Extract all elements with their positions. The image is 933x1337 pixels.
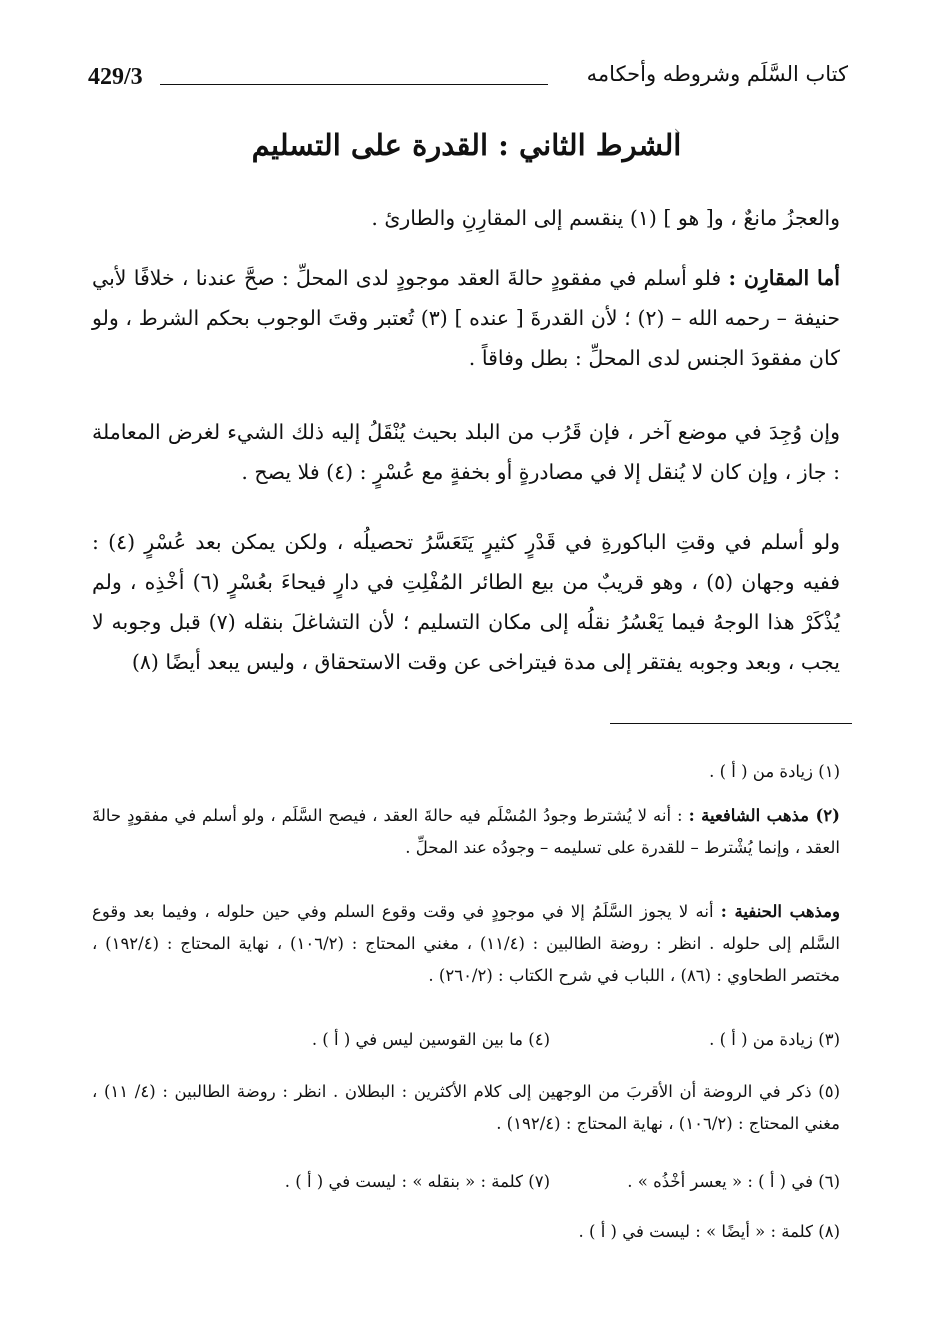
footnote-5	[92, 1076, 840, 1140]
footnote-6: (٦) في ( أ ) : « يعسر أخْذُه » .	[627, 1172, 840, 1191]
header-rule	[160, 84, 548, 85]
paragraph-text: والعجزُ مانعٌ ، و[ هو ] (١) ينقسم إلى المقارِنِ والطارئ .	[371, 206, 840, 230]
footnote-separator	[610, 723, 852, 724]
footnote-text: : أنه لا يُشترط وجودُ المُسْلَم فيه حالةَ العقد ، فيصح السَّلَم ، ولو أسلم في مفقودٍ حالةَ العقد ، وإنما يُشْترط – للقدرة على تسليمه – وجودُه عند المحلِّ .	[92, 806, 840, 857]
footnotes-6-7	[92, 1166, 840, 1198]
paragraph-text: فلو أسلم في مفقودٍ حالةَ العقد موجودٍ لدى المحلِّ : صحَّ عندنا ، خلافًا لأبي حنيفة – رحمه الله – (٢) ؛ لأن القدرةَ [ عنده ] (٣) تُعتبر وقتَ الوجوب بحكم الشرط ، ولو كان مفقودَ الجنس لدى المحلِّ : بطل وفاقاً .	[92, 266, 840, 370]
paragraph-3	[92, 412, 840, 492]
footnote-8	[92, 1216, 840, 1248]
footnote-7: (٧) كلمة : « بنقله » : ليست في ( أ ) .	[284, 1172, 550, 1191]
footnote-text: (١) زيادة من ( أ ) .	[709, 762, 840, 781]
footnote-4: (٤) ما بين القوسين ليس في ( أ ) .	[311, 1030, 550, 1049]
footnote-1	[92, 756, 840, 788]
footnote-text: أنه لا يجوز السَّلَمُ إلا في موجودٍ في وقت وقوع السلم وفي حين حلوله ، وفيما بعد وقوع السَّلم إلى حلوله . انظر : روضة الطالبين : (١١/٤) ، مغني المحتاج : (١٠٦/٢) ، نهاية المحتاج : (١٩٢/٤) ، مختصر الطحاوي : (٨٦) ، اللباب في شرح الكتاب : (٢٦٠/٢) .	[92, 902, 840, 985]
footnote-2	[92, 800, 840, 864]
paragraph-text: ولو أسلم في وقتِ الباكورةِ في قَدْرٍ كثيرٍ يَتَعَسَّرُ تحصيلُه ، ولكن يمكن بعد عُسْرٍ (٤) : ففيه وجهان (٥) ، وهو قريبٌ من بيع الطائر المُفْلِتِ في دارٍ فيحاءَ بعُسْرٍ (٦) أخْذِه ، ولم يُذْكَرْ هذا الوجهُ فيما يَعْسُرُ نقلُه إلى مكان التسليم ؛ لأن التشاغلَ بنقله (٧) قبل وجوبه لا يجب ، وبعد وجوبه يفتقر إلى مدة فيتراخى عن وقت الاستحقاق ، وليس يبعد أيضًا (٨)	[92, 530, 840, 674]
paragraph-lead: أما المقارِن :	[728, 266, 840, 290]
paragraph-1	[92, 198, 840, 238]
footnotes-3-4	[92, 1024, 840, 1056]
footnote-3: (٣) زيادة من ( أ ) .	[709, 1030, 840, 1049]
footnote-text: (٥) ذكر في الروضة أن الأقربَ من الوجهين إلى كلام الأكثرين : البطلان . انظر : روضة الطالبين : (٤/ ١١) ، مغني المحتاج : (١٠٦/٢) ، نهاية المحتاج : (١٩٢/٤) .	[92, 1082, 840, 1133]
section-title: الشرط الثاني : القدرة على التسليم	[251, 128, 682, 162]
paragraph-text: وإن وُجِدَ في موضع آخر ، فإن قَرُب من البلد بحيث يُنْقَلُ إليه ذلك الشيء لغرض المعاملة : جاز ، وإن كان لا يُنقل إلا في مصادرةٍ أو بخفةٍ مع عُسْرٍ : (٤) فلا يصح .	[92, 420, 840, 484]
footnote-text: (٨) كلمة : « أيضًا » : ليست في ( أ ) .	[578, 1222, 840, 1241]
footnote-lead: (٢) مذهب الشافعية :	[688, 806, 840, 825]
paragraph-2	[92, 258, 840, 378]
paragraph-4	[92, 522, 840, 682]
footnote-lead: ومذهب الحنفية :	[720, 902, 840, 921]
running-header	[88, 58, 848, 98]
footnote-2-continued	[92, 896, 840, 992]
book-title: كتاب السَّلَم وشروطه وأحكامه	[586, 62, 848, 86]
page-number: 429/3	[88, 64, 143, 90]
